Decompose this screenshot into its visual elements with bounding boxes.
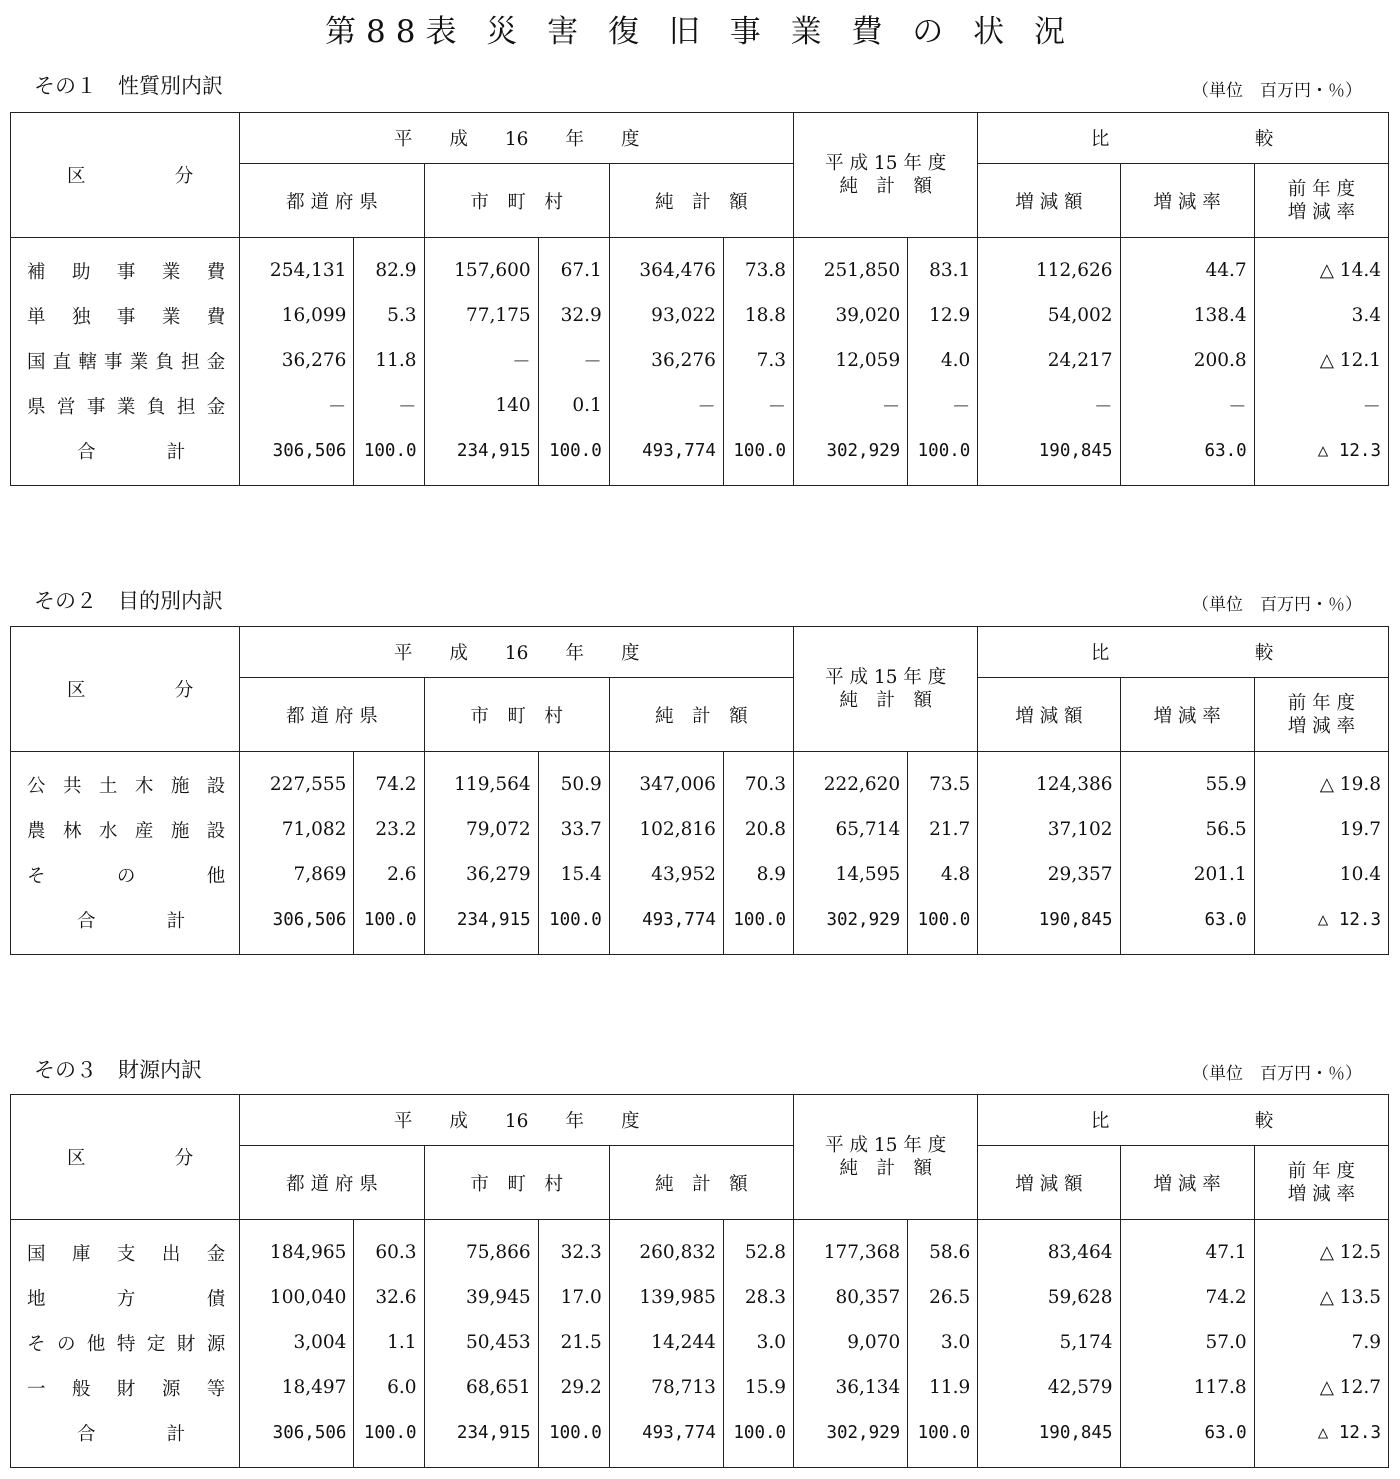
header-zougenritsu: 増 減 率 (1120, 1146, 1254, 1220)
cell-value: 11.8 (354, 338, 424, 383)
cell-value: 65,714 (794, 807, 908, 852)
cell-value: 11.9 (908, 1365, 978, 1410)
table-row (11, 1365, 1389, 1410)
section-3-unit: （単位 百万円・％） (1192, 1064, 1362, 1084)
table-row (11, 1320, 1389, 1365)
header-zennen-line1: 前 年 度 (1287, 692, 1355, 714)
header-zougengaku: 増 減 額 (978, 678, 1120, 752)
cell-value: 33.7 (538, 807, 609, 852)
cell-value: △ 13.5 (1254, 1275, 1388, 1320)
cell-value: 234,915 (424, 897, 538, 942)
cell-value: 32.6 (354, 1275, 424, 1320)
cell-value: 138.4 (1120, 293, 1254, 338)
header-junkei: 純 計 額 (609, 1146, 793, 1220)
header-zennen-line2: 増 減 率 (1287, 715, 1355, 737)
cell-value: 100.0 (908, 1410, 978, 1455)
cell-value: － (424, 338, 538, 383)
cell-value: 3.0 (908, 1320, 978, 1365)
header-h15-line2: 純 計 額 (839, 1158, 932, 1179)
cell-value: 39,945 (424, 1275, 538, 1320)
cell-value: 73.5 (908, 762, 978, 807)
cell-value: 3.0 (723, 1320, 793, 1365)
cell-value: 102,816 (609, 807, 723, 852)
cell-value: 302,929 (794, 897, 908, 942)
cell-value: 190,845 (978, 428, 1120, 473)
cell-value: 234,915 (424, 428, 538, 473)
cell-value: － (609, 383, 723, 428)
cell-value: 23.2 (354, 807, 424, 852)
header-h15 (794, 113, 978, 238)
cell-value: △ 12.5 (1254, 1230, 1388, 1275)
cell-value: 100.0 (723, 1410, 793, 1455)
row-label: 単独事業費 (11, 293, 240, 338)
cell-value: 59,628 (978, 1275, 1120, 1320)
header-h15 (794, 1095, 978, 1220)
cell-value: 5,174 (978, 1320, 1120, 1365)
header-kubun: 区 分 (11, 1095, 240, 1220)
cell-value: 157,600 (424, 248, 538, 293)
row-label: 国直轄事業負担金 (11, 338, 240, 383)
header-zennen (1254, 1146, 1388, 1220)
cell-value: 21.5 (538, 1320, 609, 1365)
cell-value: △ 12.3 (1254, 1410, 1388, 1455)
section-2-table (10, 626, 1389, 955)
section-2-title: その２ 目的別内訳 (34, 589, 223, 613)
cell-value: 12,059 (794, 338, 908, 383)
cell-value: 9,070 (794, 1320, 908, 1365)
cell-value: 21.7 (908, 807, 978, 852)
row-label: その他 (11, 852, 240, 897)
cell-value: 20.8 (723, 807, 793, 852)
cell-value: 83.1 (908, 248, 978, 293)
cell-value: 14,244 (609, 1320, 723, 1365)
header-h16: 平 成 16 年 度 (240, 1095, 794, 1146)
cell-value: △ 14.4 (1254, 248, 1388, 293)
row-label: 合計 (11, 428, 240, 473)
header-h15-line2: 純 計 額 (839, 176, 932, 197)
cell-value: 67.1 (538, 248, 609, 293)
cell-value: 52.8 (723, 1230, 793, 1275)
cell-value: 119,564 (424, 762, 538, 807)
section-1-table (10, 112, 1389, 486)
header-zennen-line1: 前 年 度 (1287, 1160, 1355, 1182)
header-junkei: 純 計 額 (609, 678, 793, 752)
header-zougengaku: 増 減 額 (978, 1146, 1120, 1220)
cell-value: 251,850 (794, 248, 908, 293)
cell-value: 184,965 (240, 1230, 354, 1275)
cell-value: 54,002 (978, 293, 1120, 338)
cell-value: 42,579 (978, 1365, 1120, 1410)
header-h15-line1: 平 成 15 年 度 (825, 667, 947, 688)
cell-value: 63.0 (1120, 897, 1254, 942)
cell-value: 50,453 (424, 1320, 538, 1365)
cell-value: 75,866 (424, 1230, 538, 1275)
header-shichoson: 市 町 村 (424, 1146, 609, 1220)
cell-value: 100.0 (354, 428, 424, 473)
row-label: その他特定財源 (11, 1320, 240, 1365)
total-row (11, 428, 1389, 473)
cell-value: 100.0 (538, 428, 609, 473)
cell-value: 364,476 (609, 248, 723, 293)
table-row (11, 807, 1389, 852)
cell-value: 14,595 (794, 852, 908, 897)
cell-value: 43,952 (609, 852, 723, 897)
cell-value: 254,131 (240, 248, 354, 293)
cell-value: 17.0 (538, 1275, 609, 1320)
cell-value: △ 12.1 (1254, 338, 1388, 383)
cell-value: 12.9 (908, 293, 978, 338)
cell-value: 74.2 (1120, 1275, 1254, 1320)
header-kubun: 区 分 (11, 627, 240, 752)
page-title: 第88表 災 害 復 旧 事 業 費 の 状 況 (325, 14, 1075, 50)
row-label: 地方債 (11, 1275, 240, 1320)
cell-value: － (908, 383, 978, 428)
section-3-table (10, 1094, 1389, 1468)
table-row (11, 1230, 1389, 1275)
cell-value: 6.0 (354, 1365, 424, 1410)
cell-value: 190,845 (978, 897, 1120, 942)
cell-value: 36,279 (424, 852, 538, 897)
cell-value: － (354, 383, 424, 428)
section-2-unit: （単位 百万円・％） (1192, 595, 1362, 615)
cell-value: 100.0 (723, 428, 793, 473)
row-label: 国庫支出金 (11, 1230, 240, 1275)
header-h16: 平 成 16 年 度 (240, 113, 794, 164)
row-label: 補助事業費 (11, 248, 240, 293)
row-label: 県営事業負担金 (11, 383, 240, 428)
header-zennen (1254, 164, 1388, 238)
header-zennen-line2: 増 減 率 (1287, 201, 1355, 223)
cell-value: 80,357 (794, 1275, 908, 1320)
cell-value: 28.3 (723, 1275, 793, 1320)
cell-value: 26.5 (908, 1275, 978, 1320)
table-row (11, 762, 1389, 807)
cell-value: 83,464 (978, 1230, 1120, 1275)
cell-value: 100.0 (538, 897, 609, 942)
header-zougengaku: 増 減 額 (978, 164, 1120, 238)
table-row (11, 248, 1389, 293)
cell-value: 29.2 (538, 1365, 609, 1410)
cell-value: 7.3 (723, 338, 793, 383)
cell-value: 0.1 (538, 383, 609, 428)
cell-value: 19.7 (1254, 807, 1388, 852)
cell-value: 63.0 (1120, 1410, 1254, 1455)
row-label: 公共土木施設 (11, 762, 240, 807)
cell-value: 18.8 (723, 293, 793, 338)
cell-value: 306,506 (240, 428, 354, 473)
cell-value: 37,102 (978, 807, 1120, 852)
cell-value: 493,774 (609, 428, 723, 473)
header-todofuken: 都 道 府 県 (240, 164, 424, 238)
cell-value: 82.9 (354, 248, 424, 293)
cell-value: 50.9 (538, 762, 609, 807)
cell-value: 4.0 (908, 338, 978, 383)
cell-value: 39,020 (794, 293, 908, 338)
cell-value: 44.7 (1120, 248, 1254, 293)
cell-value: 1.1 (354, 1320, 424, 1365)
cell-value: 15.9 (723, 1365, 793, 1410)
header-zennen-line2: 増 減 率 (1287, 1183, 1355, 1205)
cell-value: 260,832 (609, 1230, 723, 1275)
header-h15-line1: 平 成 15 年 度 (825, 153, 947, 174)
table-row (11, 383, 1389, 428)
header-h15-line2: 純 計 額 (839, 690, 932, 711)
cell-value: 36,134 (794, 1365, 908, 1410)
cell-value: 36,276 (609, 338, 723, 383)
header-shichoson: 市 町 村 (424, 678, 609, 752)
cell-value: 100.0 (354, 897, 424, 942)
cell-value: 32.9 (538, 293, 609, 338)
cell-value: 100.0 (908, 897, 978, 942)
row-label: 農林水産施設 (11, 807, 240, 852)
cell-value: － (1120, 383, 1254, 428)
total-row (11, 1410, 1389, 1455)
header-zennen-line1: 前 年 度 (1287, 178, 1355, 200)
header-junkei: 純 計 額 (609, 164, 793, 238)
cell-value: 302,929 (794, 428, 908, 473)
cell-value: 29,357 (978, 852, 1120, 897)
cell-value: 222,620 (794, 762, 908, 807)
cell-value: 79,072 (424, 807, 538, 852)
table-row (11, 1275, 1389, 1320)
cell-value: 60.3 (354, 1230, 424, 1275)
cell-value: 7.9 (1254, 1320, 1388, 1365)
total-row (11, 897, 1389, 942)
cell-value: 15.4 (538, 852, 609, 897)
table-row (11, 852, 1389, 897)
cell-value: 56.5 (1120, 807, 1254, 852)
cell-value: 2.6 (354, 852, 424, 897)
cell-value: 190,845 (978, 1410, 1120, 1455)
cell-value: 306,506 (240, 1410, 354, 1455)
header-zennen (1254, 678, 1388, 752)
cell-value: 93,022 (609, 293, 723, 338)
cell-value: 47.1 (1120, 1230, 1254, 1275)
header-h16: 平 成 16 年 度 (240, 627, 794, 678)
cell-value: － (538, 338, 609, 383)
cell-value: 63.0 (1120, 428, 1254, 473)
cell-value: 100,040 (240, 1275, 354, 1320)
cell-value: 58.6 (908, 1230, 978, 1275)
cell-value: 177,368 (794, 1230, 908, 1275)
cell-value: 100.0 (538, 1410, 609, 1455)
cell-value: 24,217 (978, 338, 1120, 383)
cell-value: 100.0 (908, 428, 978, 473)
cell-value: 201.1 (1120, 852, 1254, 897)
cell-value: 57.0 (1120, 1320, 1254, 1365)
cell-value: 117.8 (1120, 1365, 1254, 1410)
header-hikaku: 比 較 (978, 627, 1389, 678)
cell-value: 5.3 (354, 293, 424, 338)
section-3-title: その３ 財源内訳 (34, 1058, 202, 1082)
cell-value: 70.3 (723, 762, 793, 807)
cell-value: 112,626 (978, 248, 1120, 293)
cell-value: 140 (424, 383, 538, 428)
cell-value: 3.4 (1254, 293, 1388, 338)
cell-value: 493,774 (609, 897, 723, 942)
cell-value: － (240, 383, 354, 428)
cell-value: 124,386 (978, 762, 1120, 807)
section-1-title: その１ 性質別内訳 (34, 74, 223, 98)
cell-value: － (978, 383, 1120, 428)
cell-value: 4.8 (908, 852, 978, 897)
cell-value: 306,506 (240, 897, 354, 942)
table-row (11, 293, 1389, 338)
cell-value: 68,651 (424, 1365, 538, 1410)
cell-value: 73.8 (723, 248, 793, 293)
header-todofuken: 都 道 府 県 (240, 678, 424, 752)
cell-value: － (723, 383, 793, 428)
header-hikaku: 比 較 (978, 1095, 1389, 1146)
cell-value: 36,276 (240, 338, 354, 383)
cell-value: △ 12.7 (1254, 1365, 1388, 1410)
cell-value: 3,004 (240, 1320, 354, 1365)
cell-value: △ 12.3 (1254, 428, 1388, 473)
header-hikaku: 比 較 (978, 113, 1389, 164)
header-zougenritsu: 増 減 率 (1120, 678, 1254, 752)
section-1-unit: （単位 百万円・％） (1192, 81, 1362, 101)
cell-value: 18,497 (240, 1365, 354, 1410)
cell-value: 302,929 (794, 1410, 908, 1455)
cell-value: － (794, 383, 908, 428)
cell-value: △ 12.3 (1254, 897, 1388, 942)
header-todofuken: 都 道 府 県 (240, 1146, 424, 1220)
cell-value: 55.9 (1120, 762, 1254, 807)
cell-value: 234,915 (424, 1410, 538, 1455)
cell-value: 71,082 (240, 807, 354, 852)
cell-value: 7,869 (240, 852, 354, 897)
header-kubun: 区 分 (11, 113, 240, 238)
cell-value: 100.0 (723, 897, 793, 942)
cell-value: 32.3 (538, 1230, 609, 1275)
cell-value: 78,713 (609, 1365, 723, 1410)
cell-value: 100.0 (354, 1410, 424, 1455)
cell-value: － (1254, 383, 1388, 428)
cell-value: 200.8 (1120, 338, 1254, 383)
cell-value: △ 19.8 (1254, 762, 1388, 807)
cell-value: 347,006 (609, 762, 723, 807)
cell-value: 227,555 (240, 762, 354, 807)
header-zougenritsu: 増 減 率 (1120, 164, 1254, 238)
header-h15 (794, 627, 978, 752)
cell-value: 77,175 (424, 293, 538, 338)
cell-value: 139,985 (609, 1275, 723, 1320)
row-label: 合計 (11, 1410, 240, 1455)
table-row (11, 338, 1389, 383)
row-label: 合計 (11, 897, 240, 942)
header-shichoson: 市 町 村 (424, 164, 609, 238)
cell-value: 10.4 (1254, 852, 1388, 897)
cell-value: 493,774 (609, 1410, 723, 1455)
row-label: 一般財源等 (11, 1365, 240, 1410)
header-h15-line1: 平 成 15 年 度 (825, 1135, 947, 1156)
cell-value: 16,099 (240, 293, 354, 338)
cell-value: 8.9 (723, 852, 793, 897)
cell-value: 74.2 (354, 762, 424, 807)
